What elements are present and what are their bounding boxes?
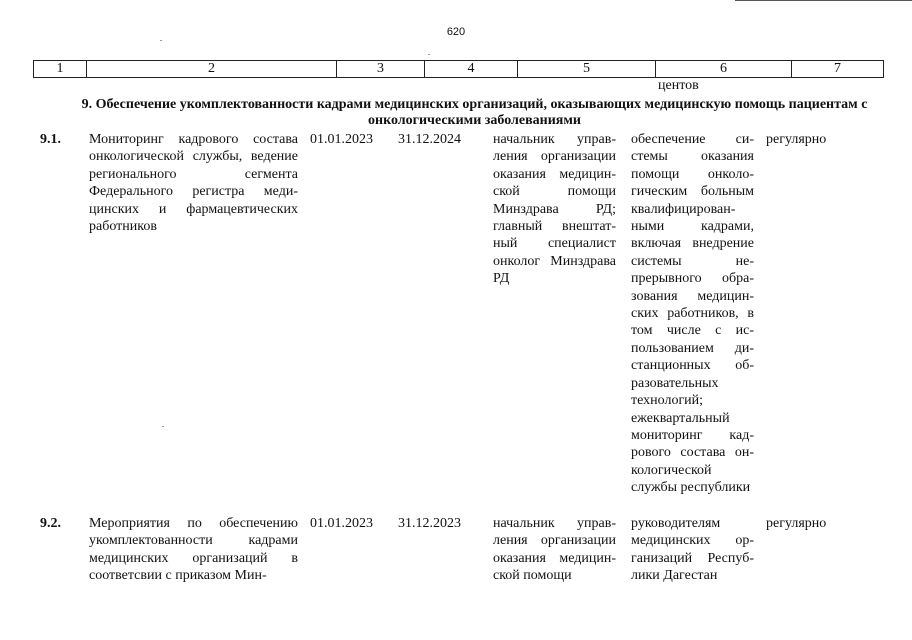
scan-speck (428, 54, 430, 55)
row-frequency: регулярно (766, 132, 827, 147)
scan-speck (162, 426, 164, 427)
row-measure: Мониторинг кадрового состава онкологической службы, ведение регионального сегмента Федерального регистра медицинских и фармацевтических работников (89, 132, 298, 235)
row-measure: Мероприятия по обеспечению укомплектованности кадрами медицинских организаций в соответсвии с приказом Мин- (89, 516, 298, 584)
row-number: 9.1. (40, 132, 61, 147)
top-edge-rule (735, 0, 912, 1)
page-number: 620 (446, 26, 466, 38)
table-header-row (33, 60, 884, 78)
header-col-5: 5 (518, 61, 656, 77)
header-col-3: 3 (337, 61, 425, 77)
row-number: 9.2. (40, 516, 61, 531)
row-start-date: 01.01.2023 (310, 516, 373, 531)
row-start-date: 01.01.2023 (310, 132, 373, 147)
header-col-7: 7 (792, 61, 884, 77)
continued-text: центов (658, 78, 699, 93)
header-col-2: 2 (87, 61, 337, 77)
row-end-date: 31.12.2023 (398, 516, 461, 531)
row-responsible: начальник управления организации оказания медицинской помощи Минздрава РД; главный внештатный специалист онколог Минздрава РД (493, 132, 616, 287)
section-title: 9. Обеспечение укомплектованности кадрами медицинских организаций, оказывающих медицинскую помощь пациентам с онкологическими заболеваниями (81, 97, 868, 128)
row-responsible: начальник управления организации оказания медицинской помощи (493, 516, 616, 584)
row-frequency: регулярно (766, 516, 827, 531)
header-col-4: 4 (425, 61, 518, 77)
row-result: обеспечение системы оказания помощи онкологическим больным квалифицированными кадрами, включая внедрение системы непрерывного образования медицинских работников, в том числе с использованием дистанционных образовательных технологий; ежеквартальный мониторинг кадрового состава онкологической службы республики (631, 132, 754, 496)
row-result: руководителям медицинских организаций Республики Дагестан (631, 516, 754, 584)
row-end-date: 31.12.2024 (398, 132, 461, 147)
header-col-1: 1 (33, 61, 87, 77)
scan-speck (160, 40, 162, 41)
header-col-6: 6 (656, 61, 792, 77)
